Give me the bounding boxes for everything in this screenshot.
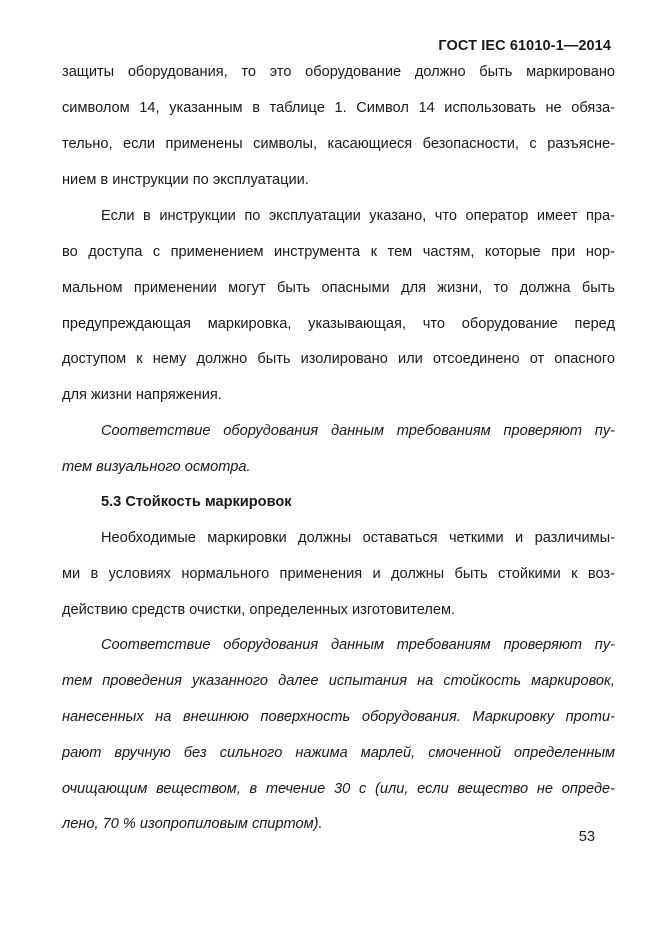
body-text-line: Необходимые маркировки должны оставаться четкими и различимы- [101, 530, 615, 546]
body-text-line: доступом к нему должно быть изолировано или отсоединено от опасного [62, 351, 615, 367]
compliance-check-line: тем визуального осмотра. [62, 459, 251, 475]
body-text-line: нием в инструкции по эксплуатации. [62, 172, 309, 188]
compliance-check-line: Соответствие оборудования данным требованиям проверяют пу- [101, 423, 615, 439]
body-text-line: защиты оборудования, то это оборудование должно быть маркировано [62, 64, 615, 80]
body-text-line: мальном применении могут быть опасными для жизни, то должна быть [62, 280, 615, 296]
compliance-check-line: лено, 70 % изопропиловым спиртом). [62, 816, 323, 832]
compliance-check-line: очищающим веществом, в течение 30 с (или, если вещество не опреде- [62, 781, 615, 797]
body-text-line: тельно, если применены символы, касающиеся безопасности, с разъясне- [62, 136, 615, 152]
body-text-line: действию средств очистки, определенных изготовителем. [62, 602, 456, 618]
section-heading: 5.3 Стойкость маркировок [101, 494, 292, 510]
body-text-line: Если в инструкции по эксплуатации указано, что оператор имеет пра- [101, 208, 615, 224]
document-standard-header: ГОСТ IEC 61010-1—2014 [438, 38, 611, 54]
compliance-check-line: тем проведения указанного далее испытания на стойкость маркировок, [62, 673, 615, 689]
compliance-check-line: рают вручную без сильного нажима марлей, смоченной определенным [62, 745, 615, 761]
body-text-line: предупреждающая маркировка, указывающая, что оборудование перед [62, 316, 615, 332]
compliance-check-line: нанесенных на внешнюю поверхность оборудования. Маркировку проти- [62, 709, 615, 725]
compliance-check-line: Соответствие оборудования данным требованиям проверяют пу- [101, 637, 615, 653]
page-number: 53 [578, 829, 595, 845]
body-text-line: для жизни напряжения. [62, 387, 222, 403]
body-text-line: во доступа с применением инструмента к тем частям, которые при нор- [62, 244, 615, 260]
body-text-line: символом 14, указанным в таблице 1. Символ 14 использовать не обяза- [62, 100, 615, 116]
body-text-line: ми в условиях нормального применения и должны быть стойкими к воз- [62, 566, 615, 582]
